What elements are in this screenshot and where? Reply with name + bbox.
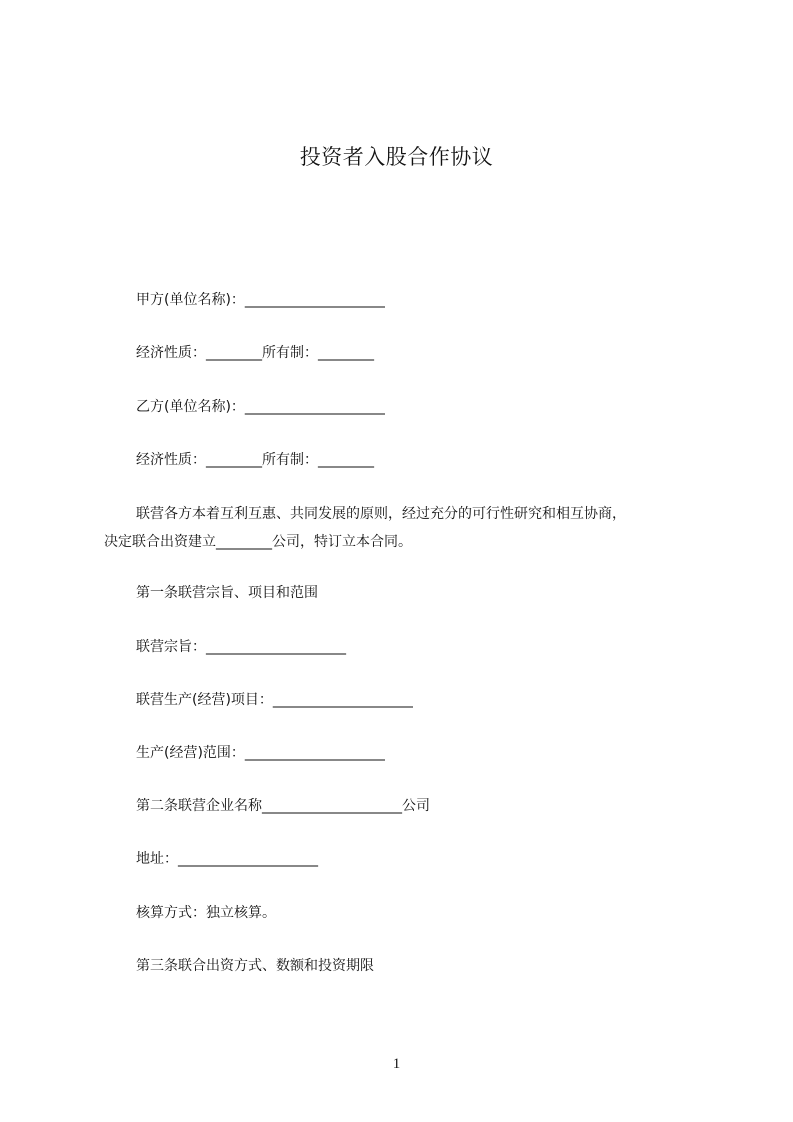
- address-line: 地址：____________________: [136, 851, 318, 867]
- intro-paragraph-line-2: 决定联合出资建立________公司，特订立本合同。: [104, 534, 412, 550]
- production-scope-line: 生产(经营)范围：____________________: [136, 745, 385, 761]
- article-3-heading: 第三条联合出资方式、数额和投资期限: [136, 958, 374, 974]
- intro-paragraph-line-1: 联营各方本着互利互惠、共同发展的原则，经过充分的可行性研究和相互协商，: [136, 506, 626, 522]
- page-number: 1: [392, 1056, 401, 1072]
- joint-venture-purpose-line: 联营宗旨：____________________: [136, 639, 346, 655]
- party-b-economic-nature-line: 经济性质：________所有制：________: [136, 452, 374, 468]
- party-b-name-line: 乙方(单位名称)：____________________: [136, 399, 385, 415]
- party-a-economic-nature-line: 经济性质：________所有制：________: [136, 345, 374, 361]
- accounting-method-line: 核算方式：独立核算。: [136, 905, 276, 921]
- party-a-name-line: 甲方(单位名称)：____________________: [136, 292, 385, 308]
- article-2-heading: 第二条联营企业名称____________________公司: [136, 798, 430, 814]
- article-1-heading: 第一条联营宗旨、项目和范围: [136, 585, 318, 601]
- production-project-line: 联营生产(经营)项目：____________________: [136, 692, 413, 708]
- document-title: 投资者入股合作协议: [299, 145, 494, 169]
- intro-paragraph: [104, 500, 704, 556]
